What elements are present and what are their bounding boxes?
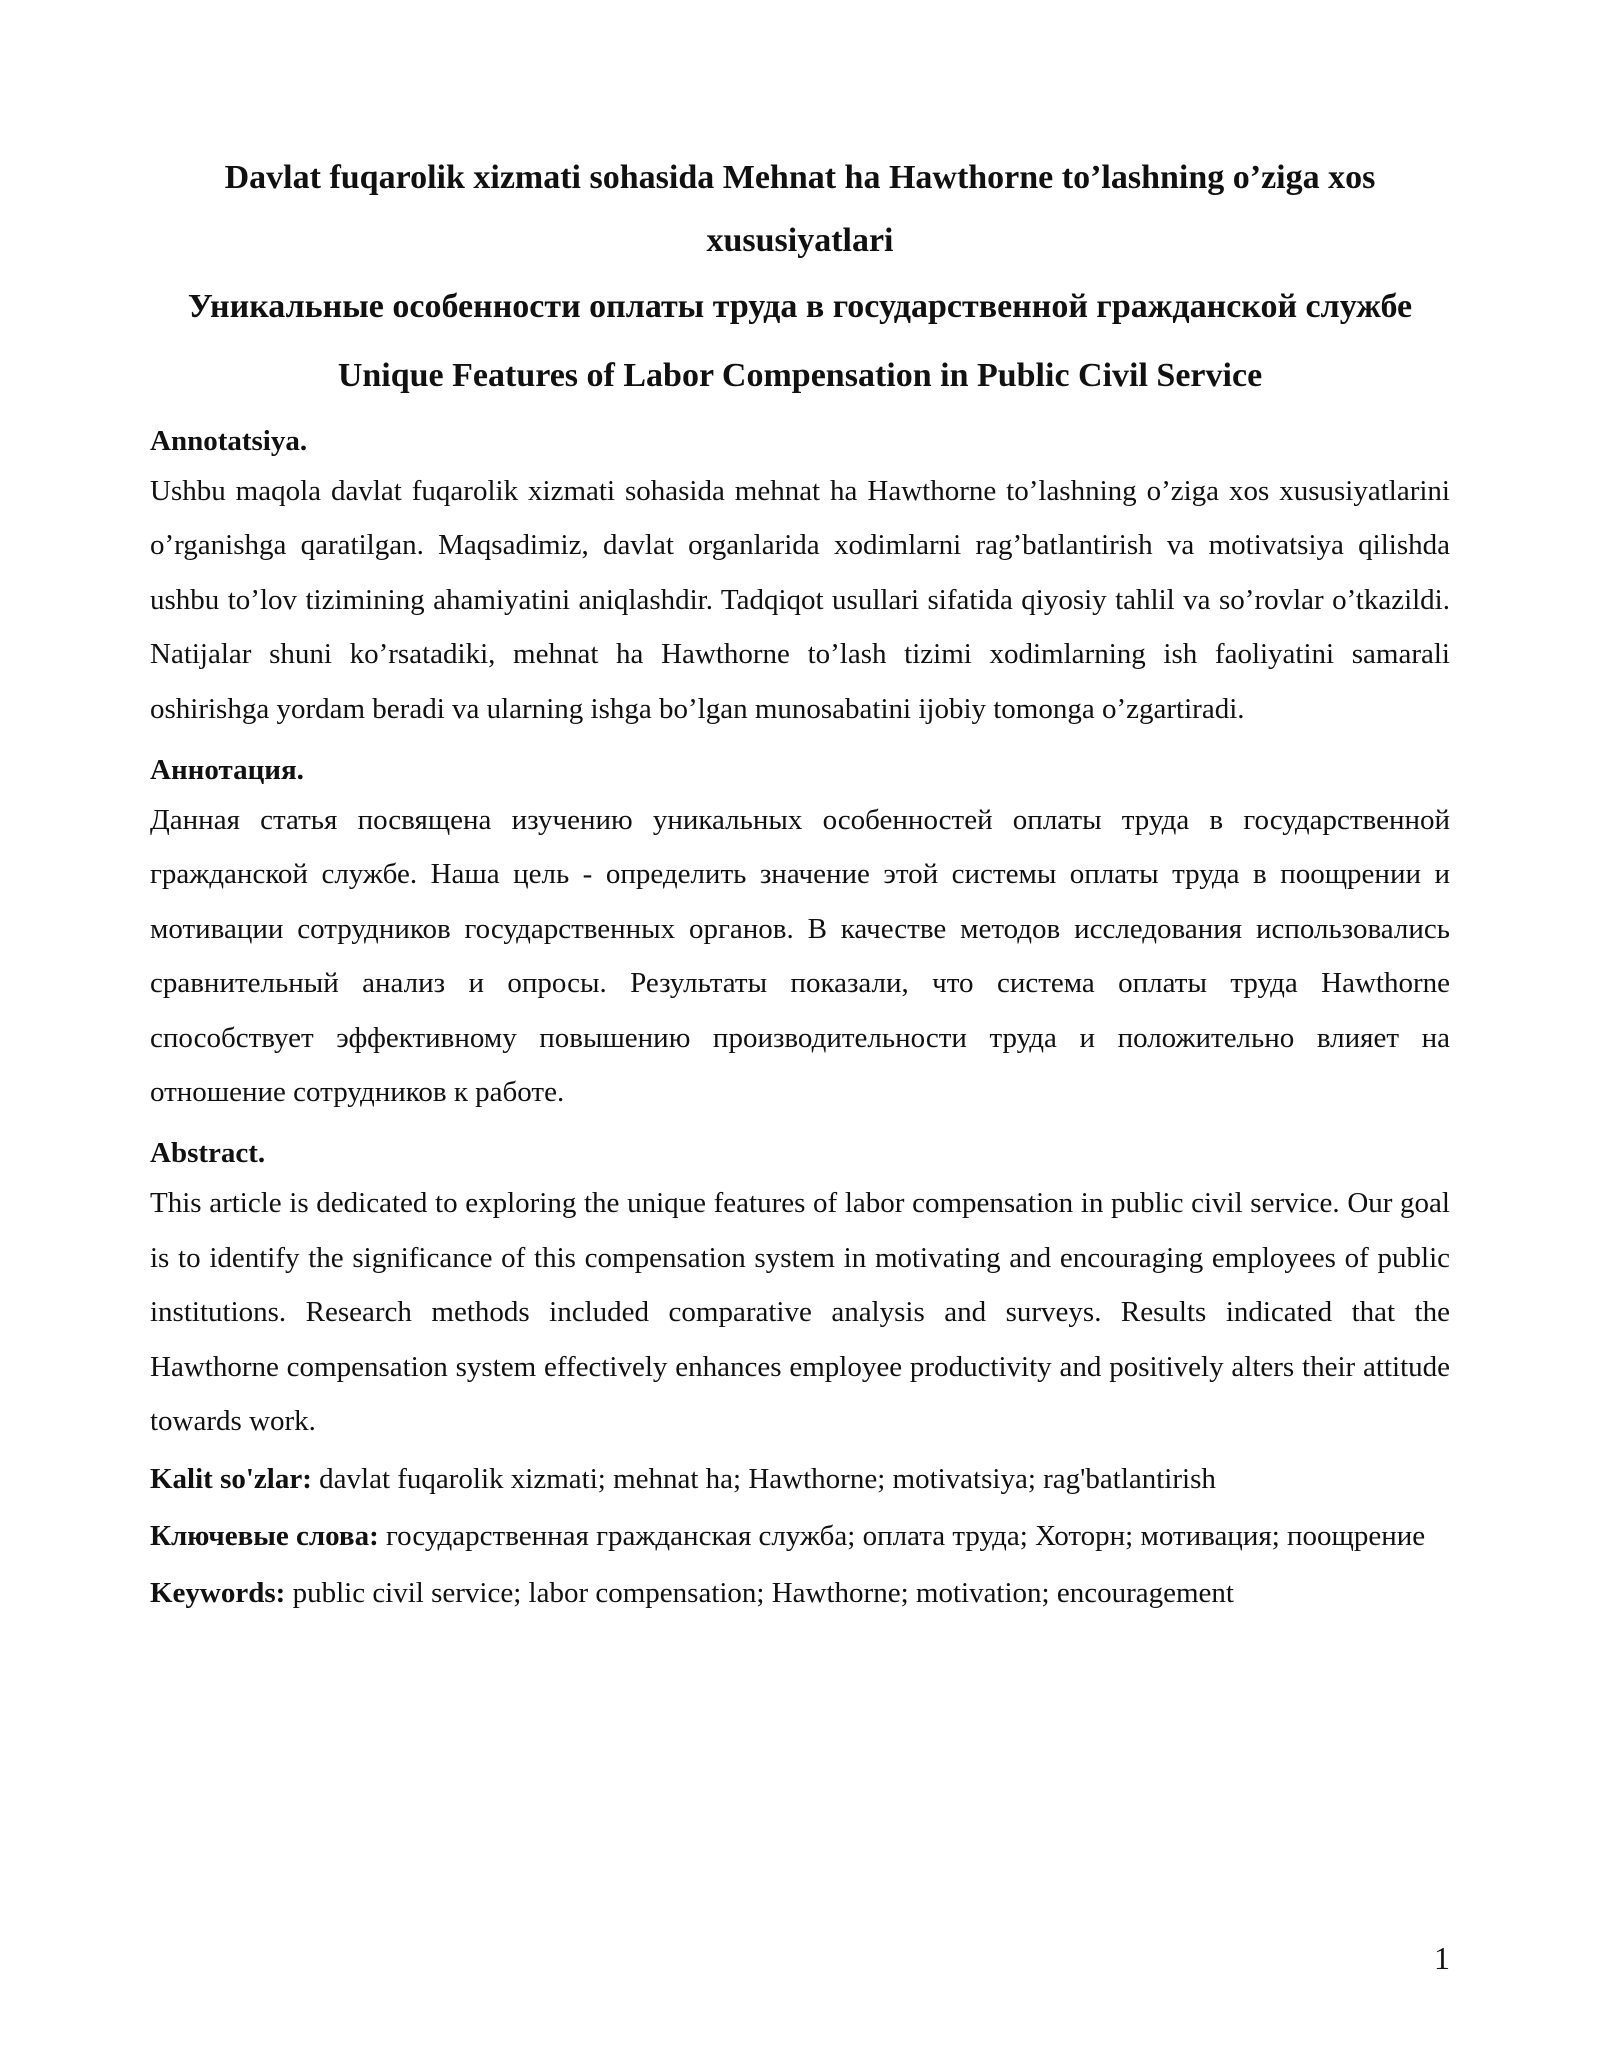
keywords-russian-list: государственная гражданская служба; оплата труда; Хоторн; мотивация; поощрение [378,1519,1426,1552]
title-uzbek: Davlat fuqarolik xizmati sohasida Mehnat ha Hawthorne to’lashning o’ziga xos xususiyatlari [224,159,1376,259]
keywords-russian [150,1509,1450,1563]
title-russian: Уникальные особенности оплаты труда в государственной гражданской службе [187,288,1413,325]
keywords-english [150,1566,1450,1620]
abstract-english-heading: Abstract. [150,1137,266,1170]
keywords-uzbek-list: davlat fuqarolik xizmati; mehnat ha; Hawthorne; motivatsiya; rag'batlantirish [311,1462,1216,1495]
abstract-english-text: This article is dedicated to exploring the unique features of labor compensation in public civil service. Our goal is to identify the significance of this compensation system in motivating and encouraging employees of public institutions. Research methods included comparative analysis and surveys. Results indicated that the Hawthorne compensation system effectively enhances employee productivity and positively alters their attitude towards work. [150,1187,1450,1438]
abstract-uzbek-text: Ushbu maqola davlat fuqarolik xizmati sohasida mehnat ha Hawthorne to’lashning o’ziga xos xususiyatlarini o’rganishga qaratilgan. Maqsadimiz, davlat organlarida xodimlarni rag’batlantirish va motivatsiya qilishda ushbu to’lov tizimining ahamiyatini aniqlashdir. Tadqiqot usullari sifatida qiyosiy tahlil va so’rovlar o’tkazildi. Natijalar shuni ko’rsatadiki, mehnat ha Hawthorne to’lash tizimi xodimlarning ish faoliyatini samarali oshirishga yordam beradi va ularning ishga bo’lgan munosabatini ijobiy tomonga o’zgartiradi. [150,475,1450,725]
abstract-russian-heading: Аннотация. [150,754,304,787]
page-number: 1 [1434,1940,1450,1976]
keywords-english-label: Keywords: [150,1577,286,1610]
abstract-russian-text: Данная статья посвящена изучению уникальных особенностей оплаты труда в государственной гражданской службе. Наша цель - определить значение этой системы оплаты труда в поощрении и мотивации сотрудников государственных органов. В качестве методов исследования использовались сравнительный анализ и опросы. Результаты показали, что система оплаты труда Hawthorne способствует эффективному повышению производительности труда и положительно влияет на отношение сотрудников к работе. [150,804,1450,1109]
abstract-uzbek-heading: Annotatsiya. [150,425,308,457]
title-english: Unique Features of Labor Compensation in Public Civil Service [337,357,1263,394]
keywords-russian-label: Ключевые слова: [150,1519,379,1552]
keywords-uzbek [150,1452,1450,1506]
keywords-english-list: public civil service; labor compensation; Hawthorne; motivation; encouragement [285,1577,1234,1610]
paper-page [150,146,1450,1621]
keywords-uzbek-label: Kalit so'zlar: [150,1462,312,1495]
